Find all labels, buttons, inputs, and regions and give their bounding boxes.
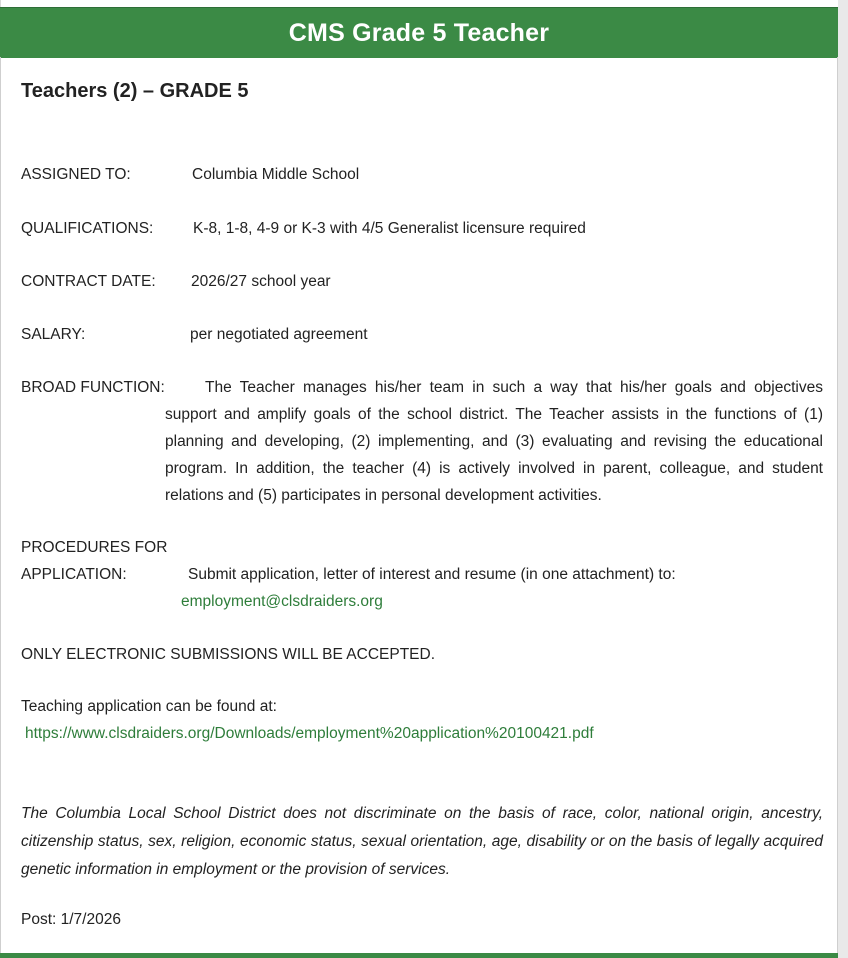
application-url-row [25, 725, 594, 743]
procedures-label-line2: APPLICATION: [21, 566, 127, 583]
qualifications-value: K-8, 1-8, 4-9 or K-3 with 4/5 Generalist licensure required [193, 220, 586, 237]
function-paragraph [165, 374, 823, 509]
email-link[interactable]: employment@clsdraiders.org [181, 593, 383, 610]
job-heading: Teachers (2) – GRADE 5 [21, 80, 249, 102]
application-text: Teaching application can be found at: [21, 698, 277, 715]
electronic-notice: ONLY ELECTRONIC SUBMISSIONS WILL BE ACCEPTED. [21, 646, 436, 663]
function-value: The Teacher manages his/her team in such a way that his/her goals and objectives support and amplify goals of the school district. The Teacher assists in the functions of (1) planning and developing, (2) implementing, and (3) evaluating and revising the educational program. In addition, the teacher (4) is actively involved in parent, colleague, and student relations and (5) participates in personal development activities. [165, 379, 823, 504]
salary-value: per negotiated agreement [190, 326, 368, 343]
qualifications-label: QUALIFICATIONS: [21, 220, 154, 237]
page-title: CMS Grade 5 Teacher [288, 18, 550, 47]
salary-label: SALARY: [21, 326, 86, 343]
nondiscrimination-statement: The Columbia Local School District does not discriminate on the basis of race, color, national origin, ancestry, citizenship status, sex, religion, economic status, sexual orientation, age, disability or on the basis of legally acquired genetic information in employment or the provision of services. [21, 805, 823, 878]
email-row [181, 593, 383, 611]
contract-value: 2026/27 school year [191, 273, 331, 290]
title-bar [0, 7, 838, 58]
assigned-label: ASSIGNED TO: [21, 166, 131, 183]
bottom-bar [0, 953, 838, 958]
application-link[interactable]: https://www.clsdraiders.org/Downloads/employment%20application%20100421.pdf [25, 725, 594, 742]
procedures-label-line1: PROCEDURES FOR [21, 539, 168, 556]
post-date: Post: 1/7/2026 [21, 911, 121, 928]
contract-label: CONTRACT DATE: [21, 273, 156, 290]
assigned-value: Columbia Middle School [192, 166, 360, 183]
procedures-value: Submit application, letter of interest and resume (in one attachment) to: [188, 566, 676, 583]
function-label: BROAD FUNCTION: [21, 379, 165, 396]
